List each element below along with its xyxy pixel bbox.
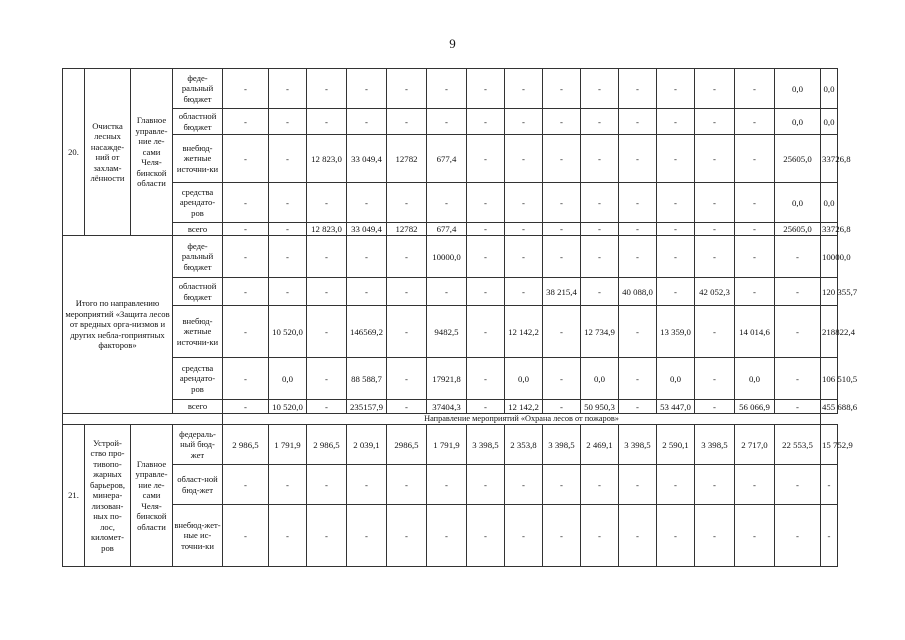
value-cell: -	[223, 69, 269, 109]
value-cell: -	[347, 109, 387, 135]
funding-source: областной бюджет	[173, 109, 223, 135]
value-cell: -	[775, 236, 821, 278]
value-cell: -	[387, 358, 427, 400]
value-cell: -	[581, 183, 619, 223]
value-cell: -	[695, 465, 735, 505]
value-cell: -	[619, 505, 657, 567]
value-cell: 10 520,0	[269, 400, 307, 414]
table-row	[63, 505, 838, 567]
direction-total-label: Итого по направлению мероприятий «Защита лесов от вредных орга-низмов и других небла-гоприятных факторов»	[63, 236, 173, 414]
value-cell: 33 049,4	[347, 223, 387, 236]
value-cell: -	[467, 109, 505, 135]
value-cell: -	[735, 465, 775, 505]
value-cell: -	[619, 135, 657, 183]
funding-source: средства арендато-ров	[173, 183, 223, 223]
value-cell: -	[223, 505, 269, 567]
value-cell: 2986,5	[387, 425, 427, 465]
value-cell: -	[387, 69, 427, 109]
value-cell: -	[695, 109, 735, 135]
value-cell: -	[387, 465, 427, 505]
row-number: 20.	[63, 69, 85, 236]
table-row	[63, 236, 838, 278]
value-cell: -	[695, 236, 735, 278]
value-cell: -	[427, 505, 467, 567]
funding-source: внебюд-жет-ные ис-точни-ки	[173, 505, 223, 567]
value-cell: -	[467, 236, 505, 278]
value-cell: 33726,8	[822, 224, 851, 234]
value-cell: 25605,0	[775, 223, 821, 236]
value-cell: 106 510,5	[821, 358, 838, 400]
value-cell: 12 734,9	[581, 306, 619, 358]
value-cell: -	[695, 183, 735, 223]
program-budget-table	[62, 68, 858, 567]
table-row	[63, 223, 838, 236]
value-cell: -	[695, 358, 735, 400]
value-cell: 40 088,0	[619, 278, 657, 306]
value-cell: -	[505, 465, 543, 505]
value-cell: 33 049,4	[347, 135, 387, 183]
value-cell: -	[775, 465, 821, 505]
value-cell: -	[467, 223, 505, 236]
measure-name: Устрой-ство про-тивопо-жарных барьеров, минера-лизован-ных по-лос, километ-ров	[85, 425, 131, 567]
value-cell: -	[223, 358, 269, 400]
value-cell: -	[543, 505, 581, 567]
value-cell: -	[735, 236, 775, 278]
value-cell: 677,4	[427, 223, 467, 236]
value-cell: -	[467, 135, 505, 183]
value-cell: 38 215,4	[543, 278, 581, 306]
value-cell: 0,0	[657, 358, 695, 400]
table-row	[63, 425, 838, 465]
value-cell: 17921,8	[427, 358, 467, 400]
value-cell: 50 950,3	[581, 400, 619, 414]
value-cell: -	[735, 278, 775, 306]
value-cell: -	[581, 465, 619, 505]
value-cell: -	[387, 183, 427, 223]
value-cell: -	[735, 69, 775, 109]
value-cell: -	[821, 465, 838, 505]
value-cell: 120 355,7	[821, 278, 838, 306]
value-cell: -	[657, 109, 695, 135]
value-cell: -	[505, 109, 543, 135]
value-cell: -	[543, 109, 581, 135]
section-title: Направление мероприятий «Охрана лесов от пожаров»	[223, 414, 821, 425]
value-cell: -	[269, 223, 307, 236]
value-cell: -	[657, 183, 695, 223]
table-row	[63, 306, 838, 358]
value-cell: -	[307, 306, 347, 358]
value-cell: -	[269, 109, 307, 135]
value-cell: -	[347, 278, 387, 306]
funding-source: всего	[173, 400, 223, 414]
value-cell: -	[735, 183, 775, 223]
value-cell: 2 590,1	[657, 425, 695, 465]
value-cell: -	[269, 135, 307, 183]
executor-name: Главное управле-ние ле-сами Челя-бинской области	[131, 425, 173, 567]
value-cell: 10 520,0	[269, 306, 307, 358]
funding-source: феде-ральный бюджет	[173, 69, 223, 109]
value-cell: -	[223, 465, 269, 505]
value-cell: -	[775, 306, 821, 358]
value-cell: -	[307, 109, 347, 135]
value-cell: -	[387, 236, 427, 278]
value-cell: -	[505, 278, 543, 306]
value-cell: -	[347, 69, 387, 109]
value-cell: -	[307, 236, 347, 278]
value-cell: -	[735, 135, 775, 183]
value-cell: 0,0	[775, 69, 821, 109]
value-cell: 0,0	[821, 109, 838, 135]
value-cell: 235157,9	[347, 400, 387, 414]
value-cell: -	[307, 400, 347, 414]
value-cell: -	[427, 183, 467, 223]
value-cell: -	[467, 306, 505, 358]
section-row	[63, 414, 838, 425]
value-cell: -	[581, 135, 619, 183]
value-cell: 25605,0	[775, 135, 821, 183]
value-cell: -	[223, 236, 269, 278]
value-cell: -	[269, 236, 307, 278]
value-cell: -	[657, 135, 695, 183]
value-cell: -	[223, 400, 269, 414]
value-cell: 2 353,8	[505, 425, 543, 465]
table-row	[63, 109, 838, 135]
section-spacer	[63, 414, 223, 425]
value-cell: -	[269, 465, 307, 505]
value-cell: -	[735, 223, 775, 236]
value-cell: -	[657, 236, 695, 278]
value-cell: 3 398,5	[695, 425, 735, 465]
value-cell: -	[543, 465, 581, 505]
value-cell: -	[543, 400, 581, 414]
table-row	[63, 183, 838, 223]
value-cell: -	[695, 505, 735, 567]
value-cell: -	[581, 278, 619, 306]
value-cell: -	[619, 358, 657, 400]
value-cell: -	[347, 465, 387, 505]
executor-name: Главное управле-ние ле-сами Челя-бинской области	[131, 69, 173, 236]
value-cell: -	[581, 236, 619, 278]
value-cell: 0,0	[775, 183, 821, 223]
value-cell: -	[347, 505, 387, 567]
value-cell: -	[543, 183, 581, 223]
value-cell: -	[775, 400, 821, 414]
value-cell: -	[307, 69, 347, 109]
value-cell: -	[387, 505, 427, 567]
value-cell: -	[657, 223, 695, 236]
value-cell: 455 688,6	[822, 401, 858, 412]
value-cell: -	[735, 505, 775, 567]
value-cell: -	[427, 69, 467, 109]
value-cell: 88 588,7	[347, 358, 387, 400]
value-cell: -	[223, 306, 269, 358]
value-cell: -	[657, 465, 695, 505]
value-cell: 15 752,9	[821, 425, 838, 465]
funding-source: областной бюджет	[173, 278, 223, 306]
value-cell: 0,0	[581, 358, 619, 400]
value-cell: -	[307, 278, 347, 306]
value-cell: 0,0	[269, 358, 307, 400]
table-row	[63, 69, 838, 109]
funding-source: средства арендато-ров	[173, 358, 223, 400]
value-cell: 37404,3	[427, 400, 467, 414]
value-cell: -	[347, 236, 387, 278]
value-cell: -	[505, 236, 543, 278]
value-cell: -	[269, 505, 307, 567]
value-cell: -	[543, 135, 581, 183]
value-cell: 0,0	[735, 358, 775, 400]
value-cell: -	[467, 358, 505, 400]
value-cell: -	[695, 69, 735, 109]
value-cell: 3 398,5	[467, 425, 505, 465]
value-cell: -	[543, 223, 581, 236]
value-cell: -	[619, 109, 657, 135]
value-cell: 0,0	[505, 358, 543, 400]
value-cell: -	[543, 358, 581, 400]
funding-source: внебюд-жетные источни-ки	[173, 306, 223, 358]
value-cell: 53 447,0	[657, 400, 695, 414]
value-cell: -	[619, 236, 657, 278]
value-cell: -	[581, 505, 619, 567]
value-cell: 12 823,0	[307, 135, 347, 183]
value-cell: -	[581, 69, 619, 109]
funding-source: внебюд-жетные источни-ки	[173, 135, 223, 183]
value-cell: -	[543, 236, 581, 278]
value-cell: 42 052,3	[695, 278, 735, 306]
value-cell: -	[269, 69, 307, 109]
value-cell: -	[657, 69, 695, 109]
value-cell: -	[735, 109, 775, 135]
value-cell: -	[581, 109, 619, 135]
value-cell: 22 553,5	[775, 425, 821, 465]
value-cell: -	[505, 183, 543, 223]
value-cell: -	[505, 223, 543, 236]
value-cell: -	[269, 183, 307, 223]
value-cell: -	[223, 135, 269, 183]
value-cell: 12782	[387, 135, 427, 183]
value-cell: -	[387, 278, 427, 306]
value-cell: 12 142,2	[505, 306, 543, 358]
value-cell: -	[269, 278, 307, 306]
value-cell: -	[307, 358, 347, 400]
funding-source: феде-ральный бюджет	[173, 236, 223, 278]
value-cell: 0,0	[821, 69, 838, 109]
value-cell: 2 717,0	[735, 425, 775, 465]
value-cell: 0,0	[821, 183, 838, 223]
value-cell: -	[467, 69, 505, 109]
table-row	[63, 400, 838, 414]
value-cell: -	[695, 223, 735, 236]
table-row	[63, 358, 838, 400]
value-cell: -	[695, 135, 735, 183]
value-cell: 2 986,5	[223, 425, 269, 465]
value-cell: 1 791,9	[427, 425, 467, 465]
page-number: 9	[449, 36, 456, 51]
funding-source: федераль-ный бюд-жет	[173, 425, 223, 465]
value-cell: 10000,0	[821, 236, 838, 278]
value-cell: -	[619, 183, 657, 223]
value-cell: -	[619, 400, 657, 414]
value-cell: -	[307, 465, 347, 505]
value-cell: -	[387, 306, 427, 358]
value-cell: -	[821, 505, 838, 567]
value-cell: 0,0	[775, 109, 821, 135]
value-cell: 218822,4	[821, 306, 838, 358]
value-cell: -	[775, 358, 821, 400]
value-cell: -	[223, 223, 269, 236]
row-number: 21.	[63, 425, 85, 567]
funding-source: област-ной бюд-жет	[173, 465, 223, 505]
value-cell: -	[427, 465, 467, 505]
value-cell: -	[223, 183, 269, 223]
value-cell: 33726,8	[821, 135, 838, 183]
value-cell: -	[505, 135, 543, 183]
value-cell: -	[467, 505, 505, 567]
table-row	[63, 278, 838, 306]
value-cell: -	[223, 109, 269, 135]
value-cell: 2 039,1	[347, 425, 387, 465]
value-cell: -	[467, 465, 505, 505]
measure-name: Очистка лесных насажде-ний от захлам-лённости	[85, 69, 131, 236]
value-cell: -	[543, 306, 581, 358]
value-cell: -	[347, 183, 387, 223]
value-cell: -	[467, 400, 505, 414]
value-cell: 12 823,0	[307, 223, 347, 236]
value-cell: -	[427, 109, 467, 135]
funding-source: всего	[173, 223, 223, 236]
value-cell: -	[307, 505, 347, 567]
table-row	[63, 465, 838, 505]
value-cell: -	[427, 278, 467, 306]
value-cell: -	[775, 278, 821, 306]
value-cell: -	[657, 278, 695, 306]
value-cell: -	[775, 505, 821, 567]
value-cell: 12 142,2	[505, 400, 543, 414]
value-cell: -	[619, 465, 657, 505]
value-cell: -	[543, 69, 581, 109]
value-cell: -	[581, 223, 619, 236]
value-cell: 14 014,6	[735, 306, 775, 358]
value-cell: 1 791,9	[269, 425, 307, 465]
value-cell: 2 469,1	[581, 425, 619, 465]
value-cell: 56 066,9	[735, 400, 775, 414]
value-cell: 3 398,5	[543, 425, 581, 465]
value-cell: -	[695, 400, 735, 414]
value-cell: -	[223, 278, 269, 306]
value-cell: -	[387, 400, 427, 414]
value-cell: 10000,0	[427, 236, 467, 278]
value-cell: 12782	[387, 223, 427, 236]
value-cell: -	[619, 69, 657, 109]
value-cell: -	[467, 183, 505, 223]
value-cell: 13 359,0	[657, 306, 695, 358]
value-cell: -	[387, 109, 427, 135]
value-cell: -	[657, 505, 695, 567]
value-cell: -	[695, 306, 735, 358]
value-cell: 9482,5	[427, 306, 467, 358]
value-cell: 3 398,5	[619, 425, 657, 465]
value-cell: -	[619, 223, 657, 236]
value-cell: -	[467, 278, 505, 306]
value-cell: -	[505, 69, 543, 109]
value-cell: 677,4	[427, 135, 467, 183]
value-cell: -	[307, 183, 347, 223]
value-cell: -	[619, 306, 657, 358]
table-row	[63, 135, 838, 183]
value-cell: -	[505, 505, 543, 567]
value-cell: 2 986,5	[307, 425, 347, 465]
value-cell: 146569,2	[347, 306, 387, 358]
